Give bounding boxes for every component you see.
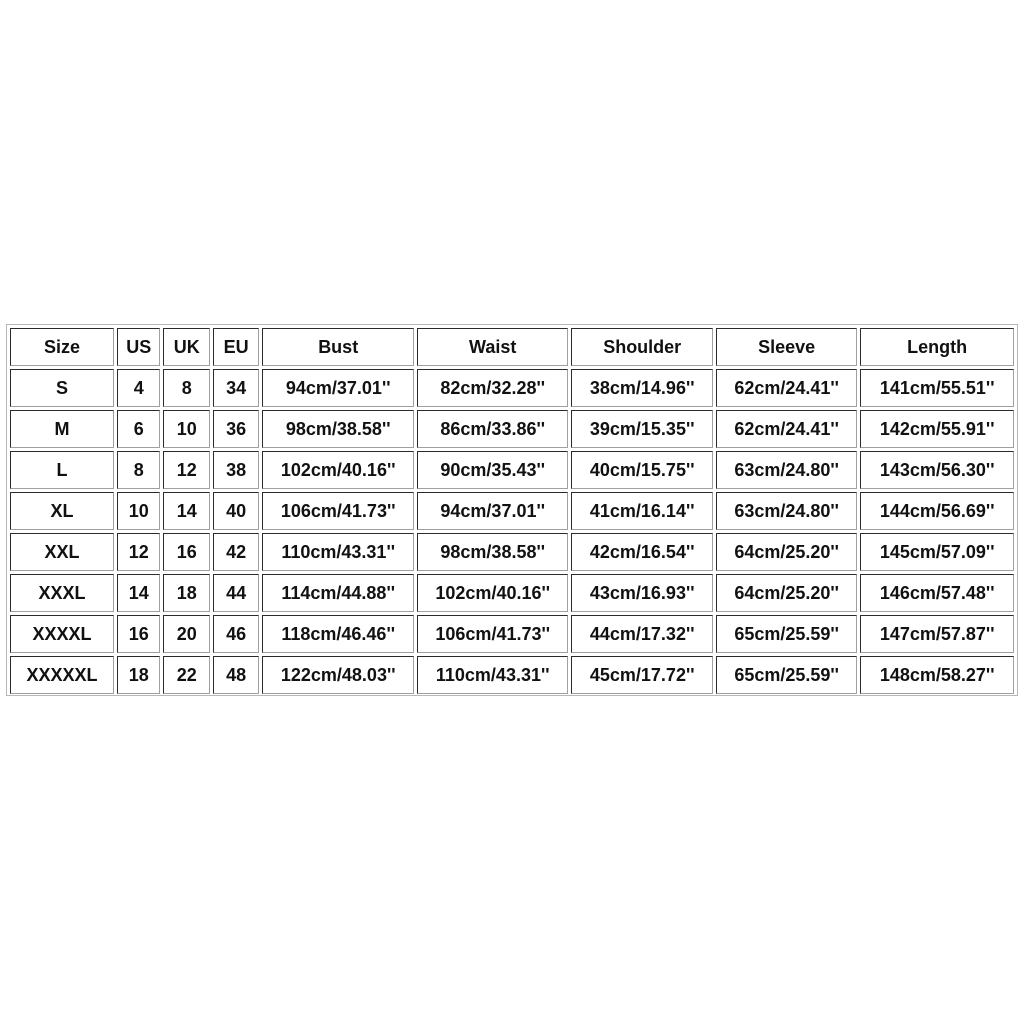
- table-cell: 122cm/48.03'': [262, 656, 414, 694]
- table-row: [10, 656, 1014, 694]
- table-cell: 147cm/57.87'': [860, 615, 1014, 653]
- table-cell: 90cm/35.43'': [417, 451, 569, 489]
- table-cell: 44cm/17.32'': [571, 615, 712, 653]
- table-cell: 94cm/37.01'': [417, 492, 569, 530]
- table-cell: 48: [213, 656, 259, 694]
- column-header: Sleeve: [716, 328, 857, 366]
- table-cell: M: [10, 410, 114, 448]
- table-cell: 102cm/40.16'': [262, 451, 414, 489]
- table-cell: 65cm/25.59'': [716, 656, 857, 694]
- table-row: [10, 410, 1014, 448]
- table-cell: 8: [163, 369, 209, 407]
- table-cell: 63cm/24.80'': [716, 492, 857, 530]
- table-cell: 36: [213, 410, 259, 448]
- table-row: [10, 533, 1014, 571]
- table-cell: S: [10, 369, 114, 407]
- table-cell: 98cm/38.58'': [417, 533, 569, 571]
- table-cell: 110cm/43.31'': [417, 656, 569, 694]
- table-cell: 46: [213, 615, 259, 653]
- table-cell: 143cm/56.30'': [860, 451, 1014, 489]
- table-cell: 145cm/57.09'': [860, 533, 1014, 571]
- size-chart-body: [10, 328, 1014, 694]
- column-header: EU: [213, 328, 259, 366]
- column-header: UK: [163, 328, 209, 366]
- table-cell: 141cm/55.51'': [860, 369, 1014, 407]
- column-header: Bust: [262, 328, 414, 366]
- table-cell: 63cm/24.80'': [716, 451, 857, 489]
- table-cell: XXXL: [10, 574, 114, 612]
- column-header: US: [117, 328, 160, 366]
- table-row: [10, 615, 1014, 653]
- table-cell: 18: [163, 574, 209, 612]
- table-cell: 6: [117, 410, 160, 448]
- table-cell: 64cm/25.20'': [716, 533, 857, 571]
- table-cell: 39cm/15.35'': [571, 410, 712, 448]
- table-cell: XXXXXL: [10, 656, 114, 694]
- table-cell: 118cm/46.46'': [262, 615, 414, 653]
- table-cell: 8: [117, 451, 160, 489]
- column-header: Shoulder: [571, 328, 712, 366]
- table-cell: 144cm/56.69'': [860, 492, 1014, 530]
- table-cell: XXL: [10, 533, 114, 571]
- table-cell: L: [10, 451, 114, 489]
- table-cell: 106cm/41.73'': [417, 615, 569, 653]
- table-cell: XL: [10, 492, 114, 530]
- table-cell: 16: [163, 533, 209, 571]
- table-cell: 40: [213, 492, 259, 530]
- table-cell: 34: [213, 369, 259, 407]
- table-cell: 4: [117, 369, 160, 407]
- table-cell: 43cm/16.93'': [571, 574, 712, 612]
- table-cell: 98cm/38.58'': [262, 410, 414, 448]
- table-cell: 22: [163, 656, 209, 694]
- table-cell: 148cm/58.27'': [860, 656, 1014, 694]
- table-cell: 86cm/33.86'': [417, 410, 569, 448]
- table-cell: 38: [213, 451, 259, 489]
- table-cell: 41cm/16.14'': [571, 492, 712, 530]
- table-cell: 65cm/25.59'': [716, 615, 857, 653]
- table-cell: 44: [213, 574, 259, 612]
- table-cell: 12: [163, 451, 209, 489]
- column-header: Size: [10, 328, 114, 366]
- header-row: [10, 328, 1014, 366]
- table-cell: 42cm/16.54'': [571, 533, 712, 571]
- table-cell: 18: [117, 656, 160, 694]
- table-cell: 14: [163, 492, 209, 530]
- table-cell: 142cm/55.91'': [860, 410, 1014, 448]
- table-row: [10, 492, 1014, 530]
- table-cell: 20: [163, 615, 209, 653]
- table-cell: 62cm/24.41'': [716, 410, 857, 448]
- column-header: Waist: [417, 328, 569, 366]
- table-cell: 110cm/43.31'': [262, 533, 414, 571]
- table-cell: XXXXL: [10, 615, 114, 653]
- table-cell: 40cm/15.75'': [571, 451, 712, 489]
- table-cell: 10: [117, 492, 160, 530]
- table-cell: 42: [213, 533, 259, 571]
- table-row: [10, 451, 1014, 489]
- table-cell: 16: [117, 615, 160, 653]
- table-cell: 94cm/37.01'': [262, 369, 414, 407]
- table-cell: 12: [117, 533, 160, 571]
- table-cell: 38cm/14.96'': [571, 369, 712, 407]
- table-row: [10, 574, 1014, 612]
- table-cell: 45cm/17.72'': [571, 656, 712, 694]
- table-cell: 114cm/44.88'': [262, 574, 414, 612]
- table-cell: 62cm/24.41'': [716, 369, 857, 407]
- table-cell: 82cm/32.28'': [417, 369, 569, 407]
- column-header: Length: [860, 328, 1014, 366]
- table-cell: 10: [163, 410, 209, 448]
- table-cell: 14: [117, 574, 160, 612]
- size-chart-table: [7, 325, 1017, 697]
- table-cell: 64cm/25.20'': [716, 574, 857, 612]
- table-cell: 106cm/41.73'': [262, 492, 414, 530]
- table-cell: 146cm/57.48'': [860, 574, 1014, 612]
- table-cell: 102cm/40.16'': [417, 574, 569, 612]
- size-chart: [6, 324, 1018, 696]
- table-row: [10, 369, 1014, 407]
